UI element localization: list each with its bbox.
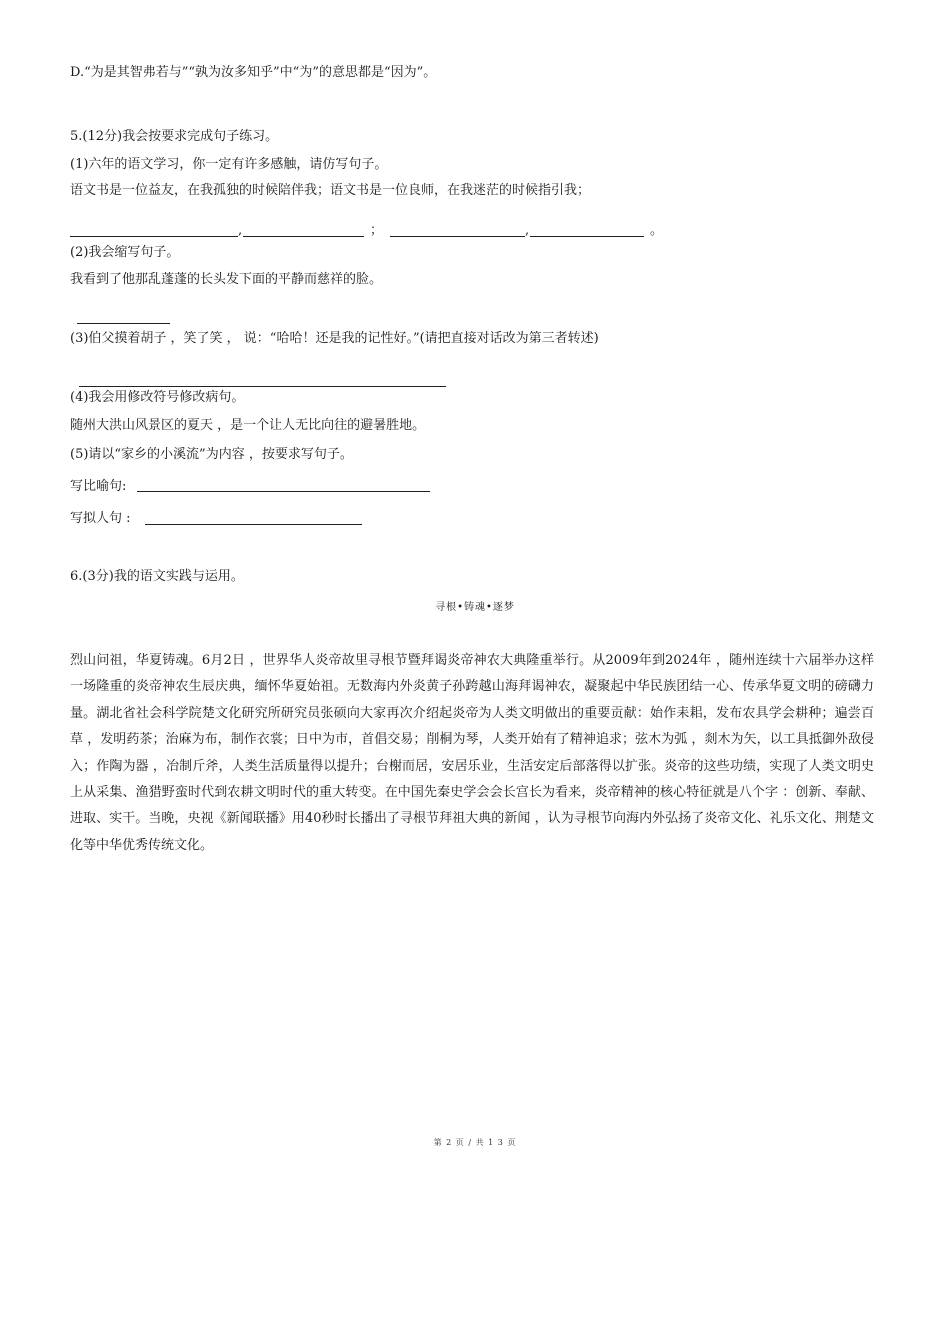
q5-part2-prompt: (2)我会缩写句子。 (70, 245, 180, 260)
q5-part5-metaphor-label: 写比喻句: (70, 479, 127, 494)
q5-part4-sentence: 随州大洪山风景区的夏天 ，是一个让人无比向往的避暑胜地。 (70, 418, 426, 433)
q5-part1-blank-4[interactable] (530, 236, 644, 237)
q5-part1-comma-1: , (238, 223, 243, 238)
q5-part5-metaphor-blank[interactable] (137, 491, 430, 492)
q5-part5-personify-label: 写拟人句 : (70, 511, 131, 526)
q5-part1-blank-1[interactable] (70, 236, 238, 237)
q6-header: 6.(3分)我的语文实践与运用。 (70, 569, 244, 584)
q5-part1-prompt: (1)六年的语文学习，你一定有许多感触，请仿写句子。 (70, 157, 388, 172)
q5-part1-blank-2[interactable] (243, 236, 364, 237)
q5-part5-prompt: (5)请以“家乡的小溪流”为内容 ，按要求写句子。 (70, 447, 353, 462)
q5-part1-semicolon: ； (370, 223, 384, 238)
q5-header: 5.(12分)我会按要求完成句子练习。 (70, 129, 279, 144)
q5-part5-personify-blank[interactable] (145, 524, 362, 525)
q5-part1-example: 语文书是一位益友，在我孤独的时候陪伴我；语文书是一位良师，在我迷茫的时候指引我； (70, 183, 591, 198)
q5-part1-period: 。 (650, 223, 664, 238)
q4-option-d: D.“为是其智弗若与”“孰为汝多知乎”中“为”的意思都是“因为”。 (70, 65, 437, 80)
q5-part3-answer-blank[interactable] (79, 386, 446, 387)
q5-part2-answer-blank[interactable] (77, 323, 170, 324)
q5-part4-prompt: (4)我会用修改符号修改病句。 (70, 390, 245, 405)
q5-part1-blank-3[interactable] (390, 236, 525, 237)
q5-part3-prompt: (3)伯父摸着胡子 ，笑了笑 ， 说：“哈哈！还是我的记性好。”(请把直接对话改为第三者转述) (70, 331, 599, 346)
page-footer: 第 2 页 / 共 1 3 页 (433, 1138, 517, 1147)
q5-part1-comma-2: , (525, 223, 530, 238)
passage-title: 寻根•铸魂•逐梦 (435, 602, 515, 613)
passage-text: 烈山问祖，华夏铸魂。6月2日 ，世界华人炎帝故里寻根节暨拜谒炎帝神农大典隆重举行。从2009年到2024年 ，随州连续十六届举办这样一场隆重的炎帝神农生辰庆典，缅怀华夏始祖。无数海内外炎黄子孙跨越山海拜谒神农，凝聚起中华民族团结一心、传承华夏文明的磅礴力量。湖北省社会科学院楚文化研究所研究员张硕向大家再次介绍起炎帝为人类文明做出的重要贡献：始作耒耜，发布农具学会耕种；遍尝百草 ，发明药茶；治麻为布，制作衣裳；日中为市，首倡交易；削桐为琴，人类开始有了精神追求；弦木为弧 ，剡木为矢，以工具抵御外敌侵入；作陶为器 ，冶制斤斧，人类生活质量得以提升；台榭而居，安居乐业，生活安定后部落得以扩张。炎帝的这些功绩，实现了人类文明史上从采集、渔猎野蛮时代到农耕文明时代的重大转变。在中国先秦史学会会长宫长为看来，炎帝精神的核心特征就是八个字 ：创新、奉献、进取、实干。当晚，央视《新闻联播》用40秒时长播出了寻根节拜祖大典的新闻 ，认为寻根节向海内外弘扬了炎帝文化、礼乐文化、荆楚文化等中华优秀传统文化。 (70, 653, 874, 853)
q5-part2-sentence: 我看到了他那乱蓬蓬的长头发下面的平静而慈祥的脸。 (70, 272, 383, 287)
